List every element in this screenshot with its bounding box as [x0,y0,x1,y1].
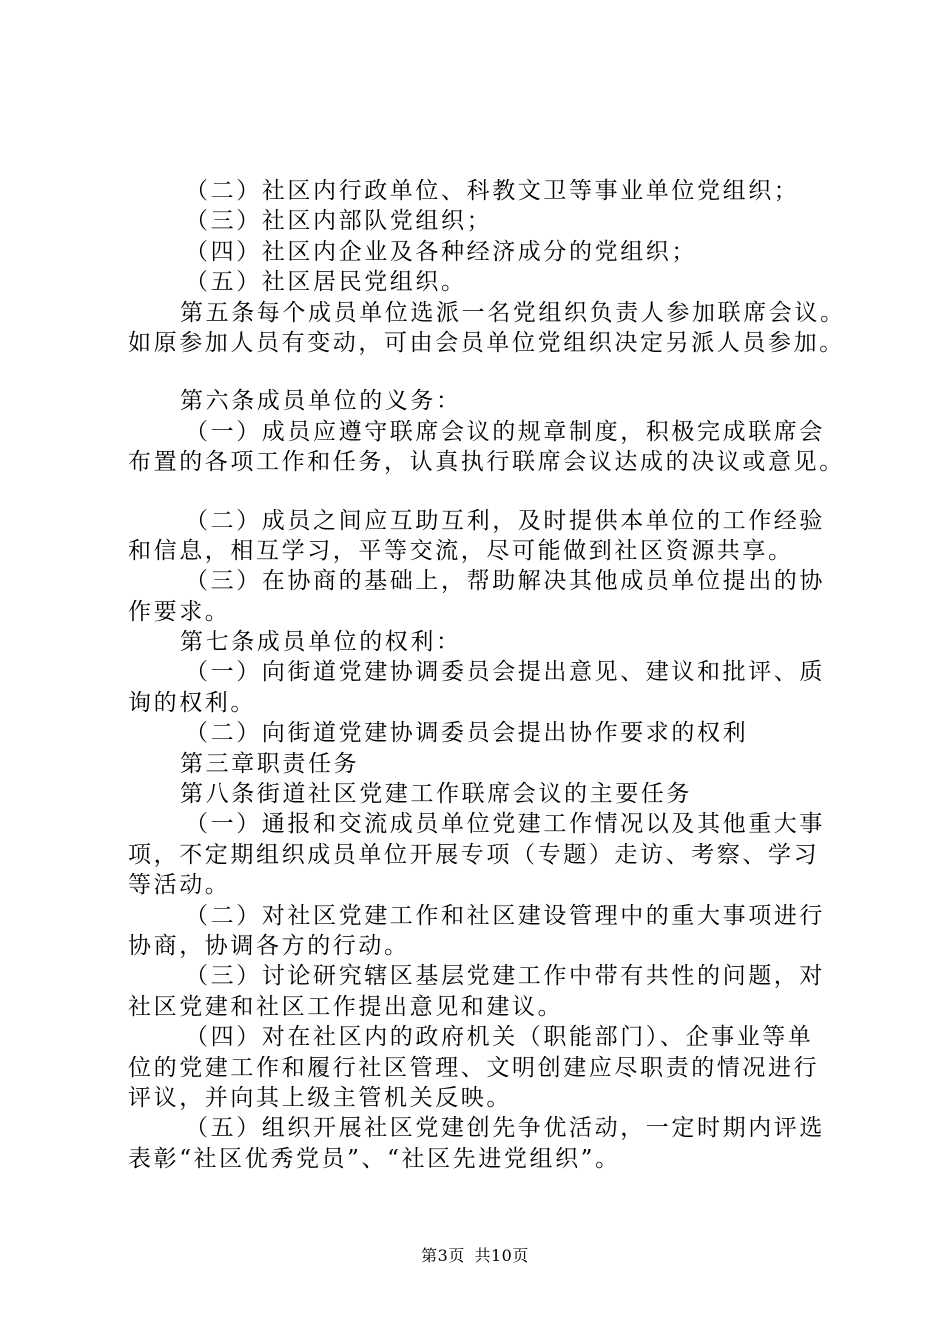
text-line: （二）成员之间应互助互利，及时提供本单位的工作经验 [185,507,825,534]
text-line: （四）对在社区内的政府机关（职能部门）、企事业等单 [185,1024,814,1051]
text-line: 项，不定期组织成员单位开展专项（专题）走访、考察、学习 [128,841,820,868]
text-line: 布置的各项工作和任务，认真执行联席会议达成的决议或意见。 [128,449,845,476]
page-number: 第3页 [421,1246,465,1265]
document-body [128,176,846,1174]
text-line: （一）通报和交流成员单位党建工作情况以及其他重大事 [185,811,825,838]
text-line: （三）在协商的基础上，帮助解决其他成员单位提出的协 [185,568,825,595]
page-total: 共10页 [474,1246,529,1265]
text-line: 第六条成员单位的义务： [180,388,462,415]
text-line: （五）社区居民党组织。 [185,269,467,296]
text-line: 位的党建工作和履行社区管理、文明创建应尽职责的情况进行 [128,1054,820,1081]
text-line: 询的权利。 [128,689,256,716]
text-line: 作要求。 [128,598,231,625]
paragraph-gap [128,358,838,386]
text-line: （一）向街道党建协调委员会提出意见、建议和批评、质 [185,659,825,686]
text-line: （一）成员应遵守联席会议的规章制度，积极完成联席会 [185,418,825,445]
text-line: 第五条每个成员单位选派一名党组织负责人参加联席会议。 [180,299,846,326]
text-line: 第八条街道社区党建工作联席会议的主要任务 [180,781,692,808]
text-line: （二）社区内行政单位、科教文卫等事业单位党组织； [185,178,800,204]
text-line: 和信息，相互学习，平等交流，尽可能做到社区资源共享。 [128,537,794,564]
text-line: 如原参加人员有变动，可由会员单位党组织决定另派人员参加。 [128,329,845,356]
text-line: （五）组织开展社区党建创先争优活动，一定时期内评选 [185,1115,825,1142]
text-line: 第三章职责任务 [180,750,360,777]
text-line: 等活动。 [128,872,231,899]
text-line: （二）对社区党建工作和社区建设管理中的重大事项进行 [185,902,825,929]
text-line: （二）向街道党建协调委员会提出协作要求的权利 [185,720,749,747]
text-line: 评议，并向其上级主管机关反映。 [128,1084,512,1111]
text-line: 协商，协调各方的行动。 [128,932,410,959]
text-line: 表彰“社区优秀党员”、“社区先进党组织”。 [128,1145,621,1172]
text-line: （三）社区内部队党组织； [185,208,493,235]
text-line: （三）讨论研究辖区基层党建工作中带有共性的问题，对 [185,963,825,990]
text-line: （四）社区内企业及各种经济成分的党组织； [185,238,697,265]
page-footer [0,1243,950,1266]
text-line: 社区党建和社区工作提出意见和建议。 [128,993,564,1020]
text-line: 第七条成员单位的权利： [180,629,462,656]
paragraph-gap [128,478,838,506]
